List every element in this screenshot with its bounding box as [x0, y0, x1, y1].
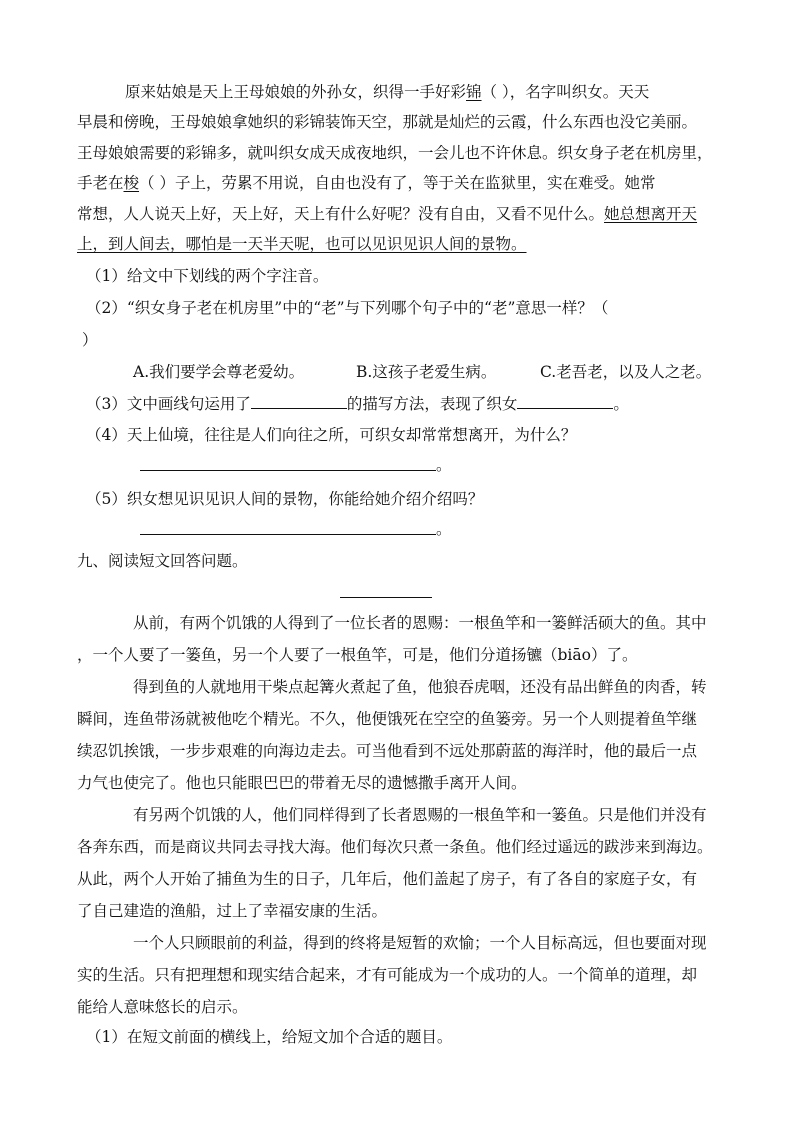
passage2-p2-line1: 得到鱼的人就地用干柴点起篝火煮起了鱼，他狼吞虎咽，还没有品出鲜鱼的肉香，转 [133, 678, 707, 696]
question-1-4: （4）天上仙境，往往是人们向往之所，可织女却常常想离开，为什么？ [86, 426, 577, 444]
passage1-line1: 原来姑娘是天上王母娘娘的外孙女，织得一手好彩锦（ ），名字叫织女。天天 [125, 83, 650, 101]
passage2-p3-line1: 有另两个饥饿的人，他们同样得到了长者恩赐的一根鱼竿和一篓鱼。只是他们并没有 [133, 806, 707, 824]
marked-sentence-part2: 上，到人间去，哪怕是一天半天呢，也可以见识见识人间的景物。 [77, 235, 527, 253]
option-a: A.我们要学会尊老爱幼。 [133, 363, 305, 381]
passage2-p2-line2: 瞬间，连鱼带汤就被他吃个精光。不久，他便饿死在空空的鱼篓旁。另一个人则提着鱼竿继 [77, 710, 698, 728]
question-1-1: （1）给文中下划线的两个字注音。 [86, 267, 329, 285]
passage2-p4-line3: 能给人意味悠长的启示。 [77, 998, 248, 1016]
passage2-p2-line4: 力气也使完了。他也只能眼巴巴的带着无尽的遗憾撒手离开人间。 [77, 774, 527, 792]
passage2-p1-line2: ，一个人要了一篓鱼，另一个人要了一根鱼竿，可是，他们分道扬镳（biāo）了。 [77, 646, 638, 664]
passage1-line5: 常想，人人说天上好，天上好，天上有什么好呢？没有自由，又看不见什么。她总想离开天 [77, 205, 698, 223]
answer-line-q4-period: 。 [436, 456, 452, 474]
passage2-p4-line2: 实的生活。只有把理想和现实结合起来，才有可能成为一个成功的人。一个简单的道理，却 [77, 966, 698, 984]
passage2-p3-line4: 了自己建造的渔船，过上了幸福安康的生活。 [77, 902, 388, 920]
option-b: B.这孩子老爱生病。 [356, 363, 497, 381]
answer-line-q4[interactable] [140, 470, 436, 471]
passage1-line2: 早晨和傍晚，王母娘娘拿她织的彩锦装饰天空，那就是灿烂的云霞，什么东西也没它美丽。 [77, 113, 698, 131]
underlined-char-jin: 锦 [466, 83, 482, 101]
question-2-1: （1）在短文前面的横线上，给短文加个合适的题目。 [86, 1028, 453, 1046]
answer-blank-method[interactable] [251, 394, 347, 409]
option-c: C.老吾老，以及人之老。 [540, 363, 712, 381]
question-1-5: （5）织女想见识见识人间的景物，你能给她介绍介绍吗？ [86, 490, 484, 508]
section-9-heading: 九、阅读短文回答问题。 [77, 552, 248, 570]
marked-sentence-part1: 她总想离开天 [604, 205, 698, 223]
title-answer-line[interactable] [340, 597, 432, 598]
answer-blank-show[interactable] [517, 394, 613, 409]
passage1-line4: 手老在梭（ ）子上，劳累不用说，自由也没有了，等于关在监狱里，实在难受。她常 [77, 174, 656, 192]
passage2-p2-line3: 续忍饥挨饿，一步步艰难的向海边走去。可当他看到不远处那蔚蓝的海洋时，他的最后一点 [77, 742, 698, 760]
passage2-p3-line2: 各奔东西，而是商议共同去寻找大海。他们每次只煮一条鱼。他们经过遥远的跋涉来到海边。 [77, 838, 713, 856]
passage2-p4-line1: 一个人只顾眼前的利益，得到的终将是短暂的欢愉；一个人目标高远，但也要面对现 [133, 934, 707, 952]
passage2-p3-line3: 从此，两个人开始了捕鱼为生的日子，几年后，他们盖起了房子，有了各自的家庭子女，有 [77, 870, 698, 888]
question-1-3: （3）文中画线句运用了 的描写方法，表现了织女 。 [86, 395, 629, 413]
answer-line-q5[interactable] [140, 534, 436, 535]
passage1-line3: 王母娘娘需要的彩锦多，就叫织女成天成夜地织，一会儿也不许休息。织女身子老在机房里， [77, 144, 713, 162]
passage2-p1-line1: 从前，有两个饥饿的人得到了一位长者的恩赐：一根鱼竿和一篓鲜活硕大的鱼。其中 [133, 614, 707, 632]
passage1-line6 [77, 234, 527, 254]
question-1-2-close: ） [82, 331, 98, 349]
question-1-2: （2）“织女身子老在机房里”中的“老”与下列哪个句子中的“老”意思一样？（ [86, 299, 609, 317]
answer-line-q5-period: 。 [436, 520, 452, 538]
underlined-char-suo: 梭 [123, 174, 140, 192]
